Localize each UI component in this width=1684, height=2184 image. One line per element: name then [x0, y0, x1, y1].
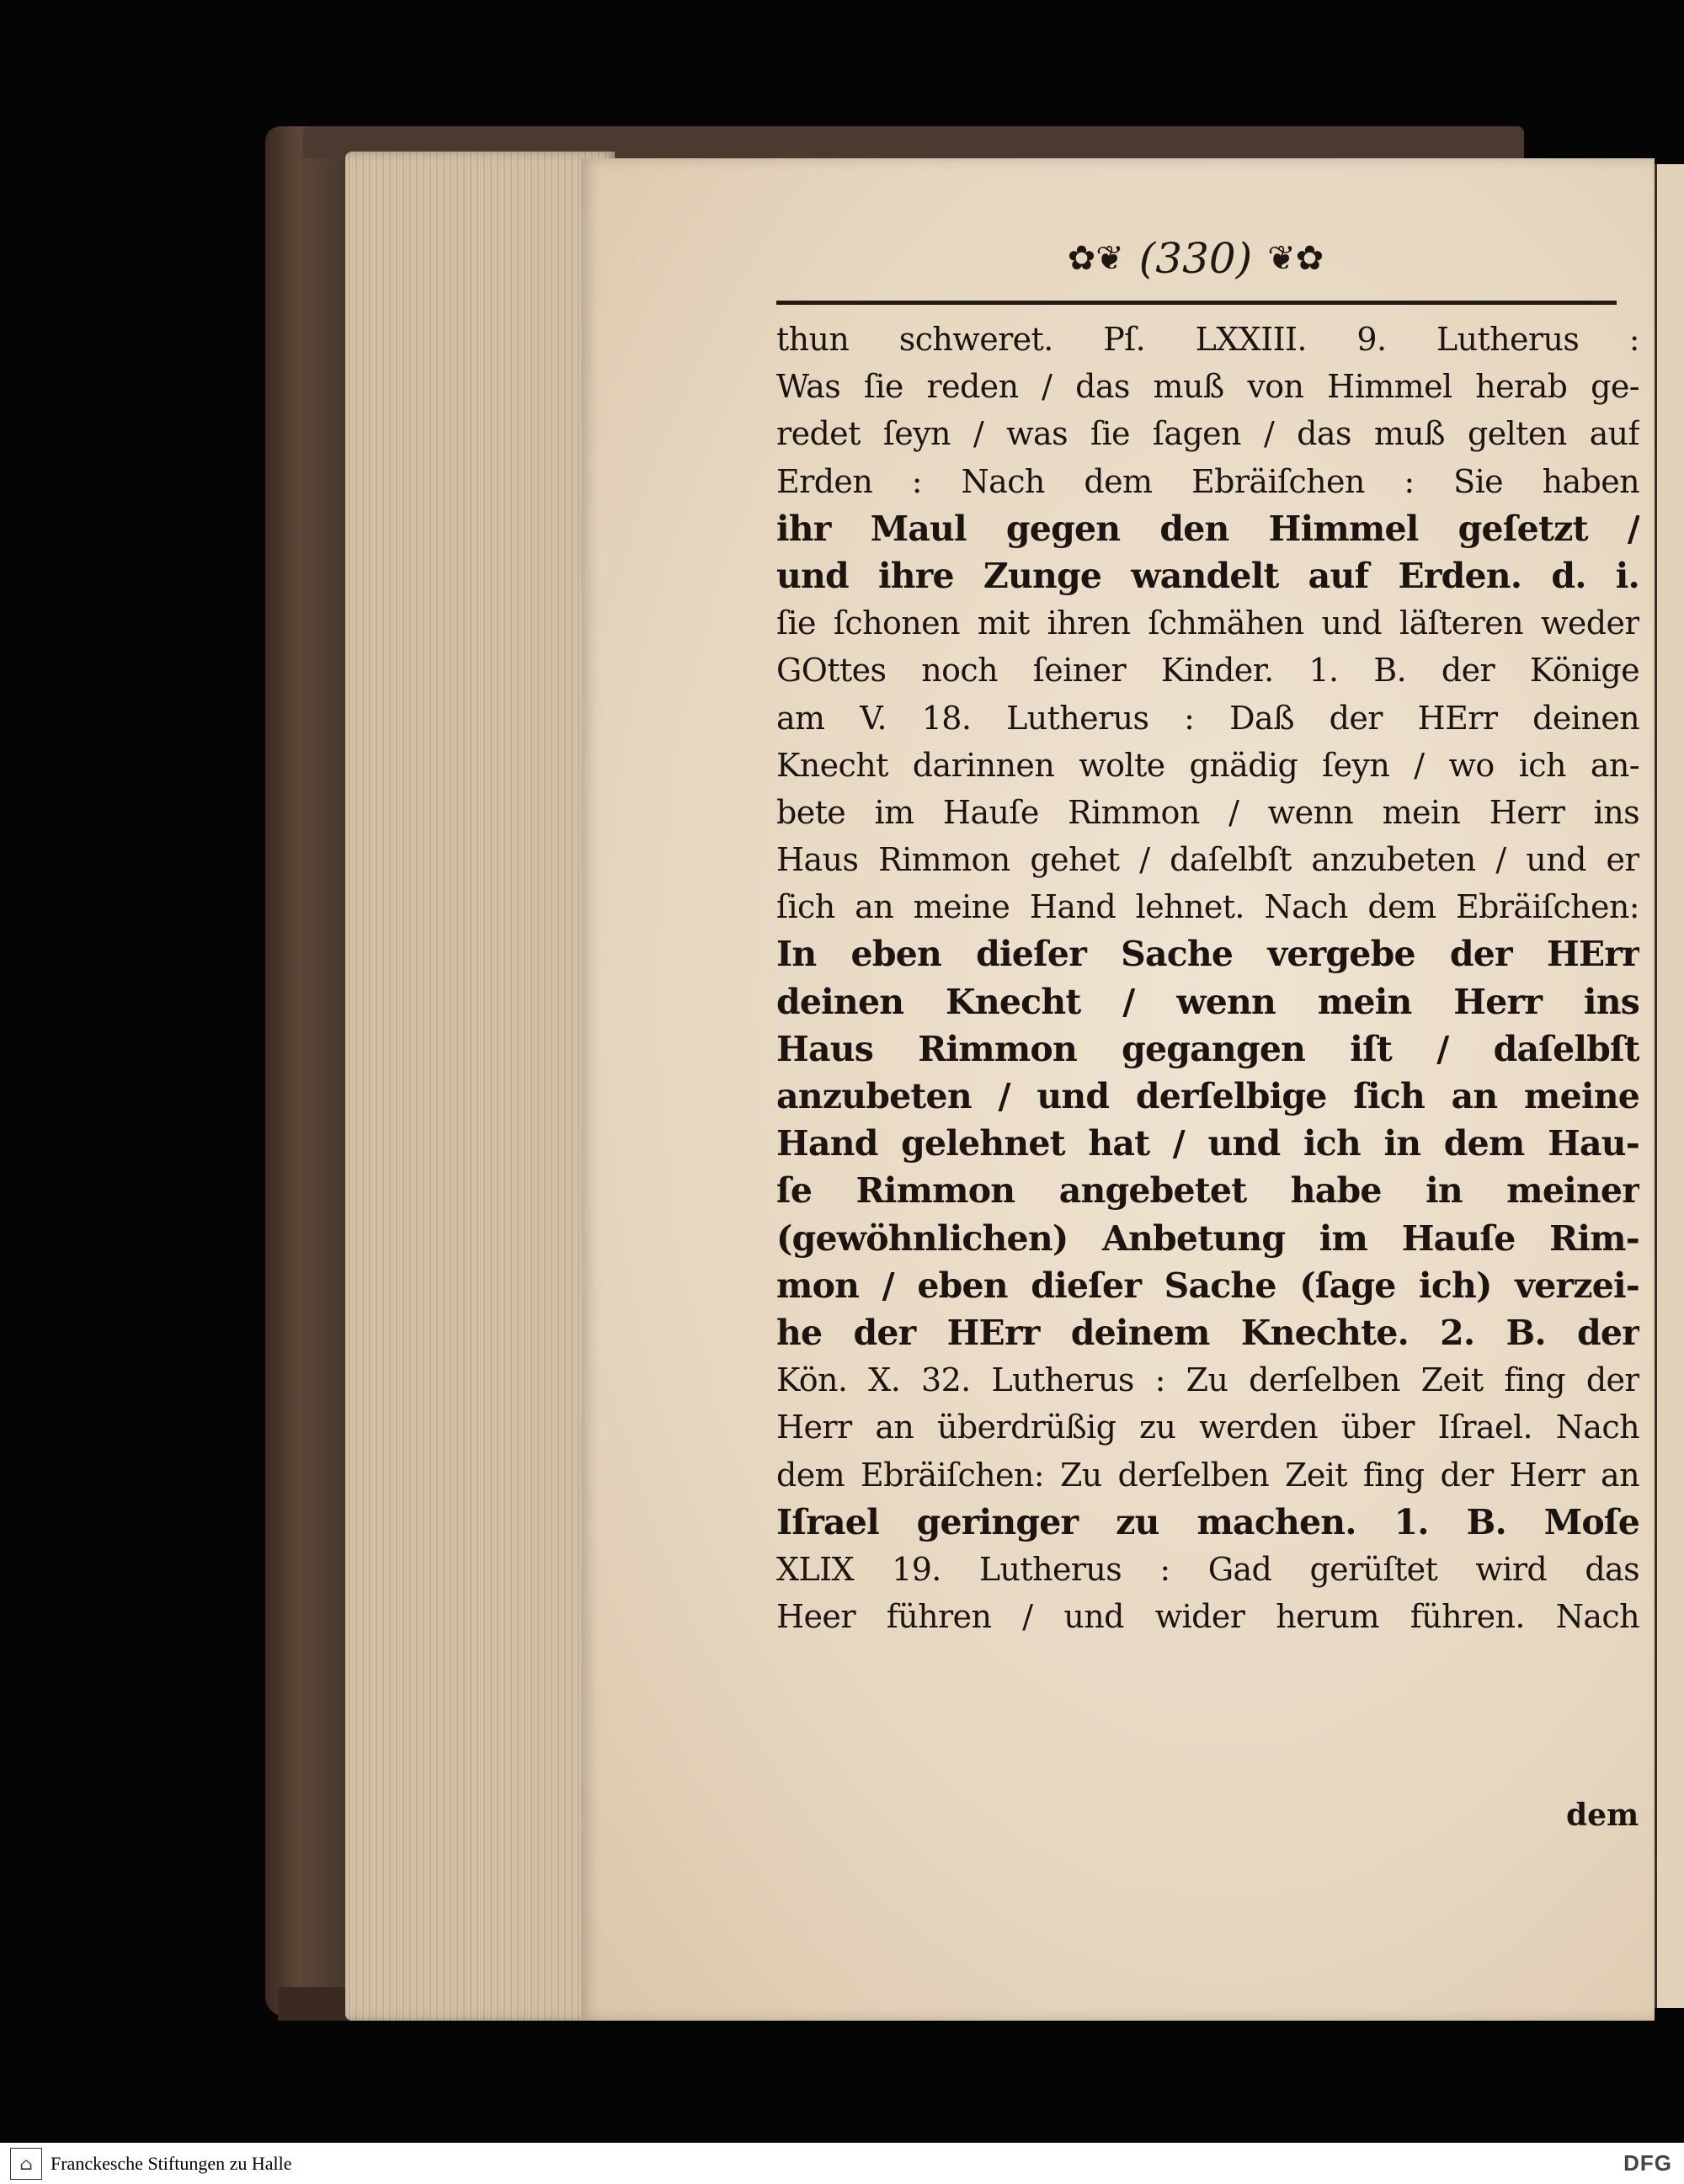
- text-line: Haus Rimmon gehet / daſelbſt anzubeten / und er: [776, 841, 1639, 879]
- text-line: thun schweret. Pſ. LXXIII. 9. Lutherus :: [776, 321, 1639, 358]
- text-line: Haus Rimmon gegangen iſt / daſelbſt: [776, 1028, 1639, 1069]
- text-line: (gewöhnlichen) Anbetung im Hauſe Rim-: [776, 1217, 1639, 1259]
- text-line: In eben dieſer Sache vergebe der HErr: [776, 934, 1639, 975]
- text-line: Knecht darinnen wolte gnädig ſeyn / wo ich an-: [776, 746, 1639, 784]
- text-line: Hand gelehnet hat / und ich in dem Hau-: [776, 1123, 1639, 1164]
- page-edges: [345, 152, 615, 2021]
- text-line: bete im Hauſe Rimmon / wenn mein Herr ins: [776, 793, 1639, 831]
- text-line: Kön. X. 32. Lutherus : Zu derſelben Zeit fing der: [776, 1361, 1639, 1399]
- text-line: ihr Maul gegen den Himmel geſetzt /: [776, 508, 1639, 549]
- text-line: he der HErr deinem Knechte. 2. B. der: [776, 1312, 1639, 1353]
- dfg-logo: DFG: [1623, 2150, 1672, 2176]
- page-header: [1036, 229, 1356, 288]
- text-line: Iſrael geringer zu machen. 1. B. Moſe: [776, 1501, 1639, 1542]
- ornament-right-icon: ❦✿: [1267, 239, 1324, 278]
- text-line: anzubeten / und derſelbige ſich an meine: [776, 1076, 1639, 1116]
- text-line: dem Ebräiſchen: Zu derſelben Zeit fing der Herr an: [776, 1456, 1639, 1494]
- text-line: Erden : Nach dem Ebräiſchen : Sie haben: [776, 462, 1639, 500]
- text-line: XLIX 19. Lutherus : Gad gerüſtet wird das: [776, 1550, 1639, 1588]
- text-line: ſe Rimmon angebetet habe in meiner: [776, 1170, 1639, 1212]
- catchword: dem: [1566, 1798, 1639, 1833]
- facing-page-edge: [1655, 164, 1684, 2008]
- body-text: [776, 316, 1639, 1640]
- page-number: (330): [1138, 234, 1253, 283]
- text-line: Herr an überdrüßig zu werden über Iſrael. Nach: [776, 1409, 1639, 1446]
- ornament-left-icon: ✿❦: [1067, 239, 1124, 278]
- institution-name: Franckesche Stiftungen zu Halle: [51, 2152, 292, 2174]
- text-line: am V. 18. Lutherus : Daß der HErr deinen: [776, 699, 1639, 737]
- text-line: Was ſie reden / das muß von Himmel herab ge-: [776, 368, 1639, 406]
- text-line: GOttes noch ſeiner Kinder. 1. B. der Könige: [776, 652, 1639, 690]
- institution-logo-icon: ⌂: [10, 2148, 42, 2180]
- viewer-footer: [0, 2143, 1684, 2184]
- text-line: ſich an meine Hand lehnet. Nach dem Ebräiſchen:: [776, 888, 1639, 926]
- header-rule: [776, 301, 1617, 305]
- text-line: mon / eben dieſer Sache (ſage ich) verzei-: [776, 1265, 1639, 1306]
- text-line: ſie ſchonen mit ihren ſchmähen und läſteren weder: [776, 605, 1639, 642]
- text-line: und ihre Zunge wandelt auf Erden. d. i.: [776, 555, 1639, 596]
- text-line: redet ſeyn / was ſie ſagen / das muß gelten auf: [776, 415, 1639, 453]
- text-line: Heer führen / und wider herum führen. Nach: [776, 1598, 1639, 1636]
- text-line: deinen Knecht / wenn mein Herr ins: [776, 981, 1639, 1022]
